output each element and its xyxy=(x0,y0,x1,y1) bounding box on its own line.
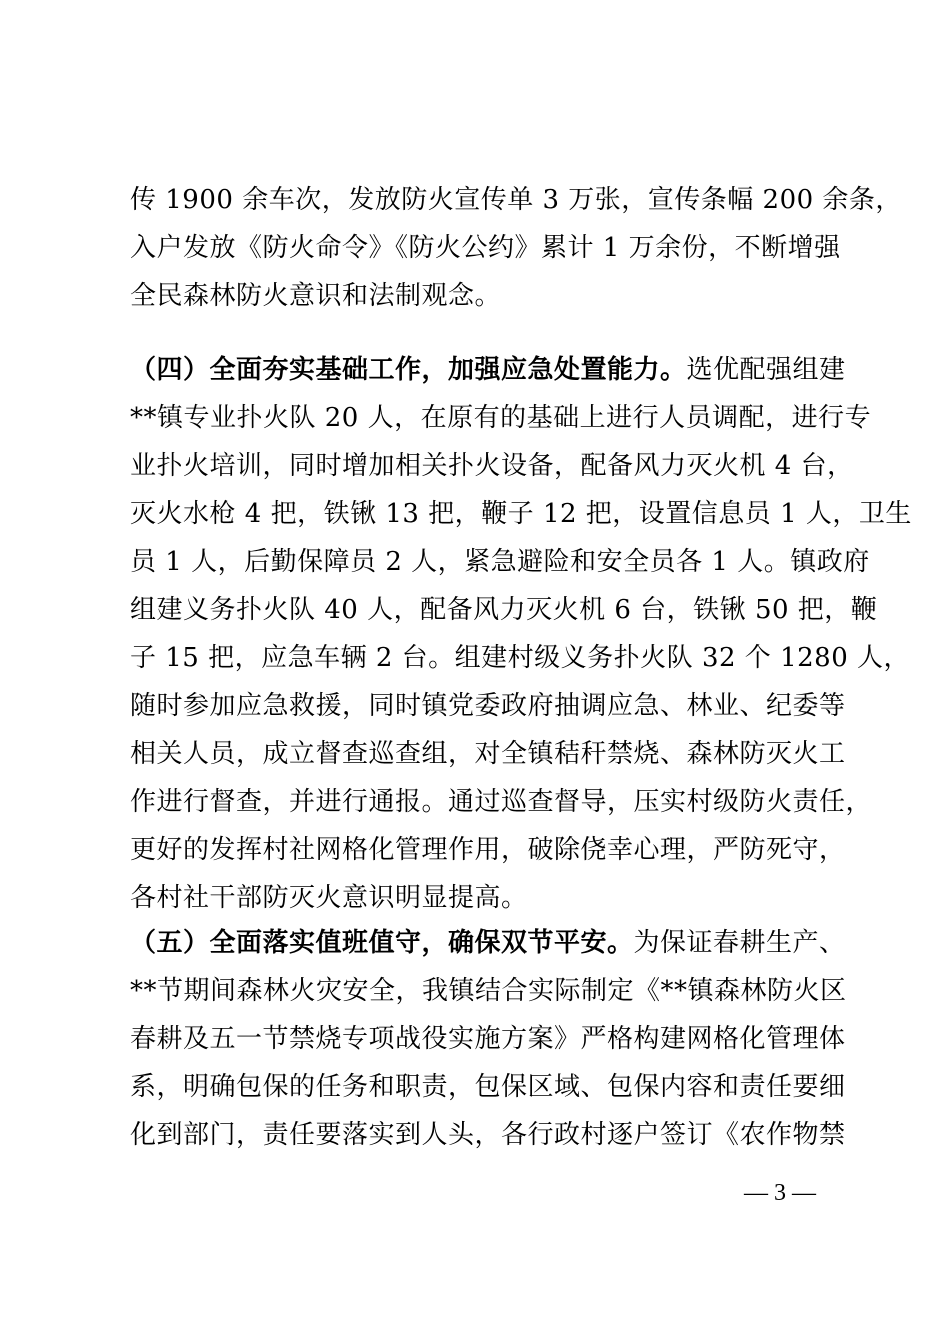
text-line: 随时参加应急救援，同时镇党委政府抽调应急、林业、纪委等 xyxy=(130,691,846,721)
text-line: 全民森林防火意识和法制观念。 xyxy=(130,281,502,311)
paragraph-publicity xyxy=(130,176,902,320)
text-line: 组建义务扑火队 40 人，配备风力灭火机 6 台，铁锹 50 把，鞭 xyxy=(130,595,878,625)
paragraph-section-five xyxy=(130,919,847,1159)
text-line: **节期间森林火灾安全，我镇结合实际制定《**镇森林防火区 xyxy=(130,976,847,1006)
text-line: 各村社干部防灭火意识明显提高。 xyxy=(130,883,528,913)
text-line: 业扑火培训，同时增加相关扑火设备，配备风力灭火机 4 台， xyxy=(130,451,854,481)
text-line: 相关人员，成立督查巡查组，对全镇秸秆禁烧、森林防灭火工 xyxy=(130,739,846,769)
heading-continuation: 选优配强组建 xyxy=(686,355,846,385)
text-line: 子 15 把，应急车辆 2 台。组建村级义务扑火队 32 个 1280 人， xyxy=(130,643,910,673)
heading-continuation: 为保证春耕生产、 xyxy=(633,928,846,958)
text-line xyxy=(130,919,846,967)
text-line: 入户发放《防火命令》《防火公约》累计 1 万余份，不断增强 xyxy=(130,233,841,263)
text-line: 传 1900 余车次，发放防火宣传单 3 万张，宣传条幅 200 余条， xyxy=(130,185,902,215)
paragraph-section-four xyxy=(130,346,912,922)
text-line: **镇专业扑火队 20 人，在原有的基础上进行人员调配，进行专 xyxy=(130,403,872,433)
text-line: 员 1 人，后勤保障员 2 人，紧急避险和安全员各 1 人。镇政府 xyxy=(130,547,870,577)
text-line: 化到部门，责任要落实到人头，各行政村逐户签订《农作物禁 xyxy=(130,1120,846,1150)
text-line: 春耕及五一节禁烧专项战役实施方案》严格构建网格化管理体 xyxy=(130,1024,846,1054)
text-line: 系，明确包保的任务和职责，包保区域、包保内容和责任要细 xyxy=(130,1072,846,1102)
text-line: 作进行督查，并进行通报。通过巡查督导，压实村级防火责任， xyxy=(130,787,873,817)
section-heading: （四）全面夯实基础工作，加强应急处置能力。 xyxy=(130,355,687,385)
page-number: — 3 — xyxy=(744,1180,816,1206)
text-line: 灭火水枪 4 把，铁锹 13 把，鞭子 12 把，设置信息员 1 人，卫生 xyxy=(130,499,912,529)
section-heading: （五）全面落实值班值守，确保双节平安。 xyxy=(130,928,634,958)
text-line: 更好的发挥村社网格化管理作用，破除侥幸心理，严防死守， xyxy=(130,835,846,865)
text-line xyxy=(130,346,846,394)
